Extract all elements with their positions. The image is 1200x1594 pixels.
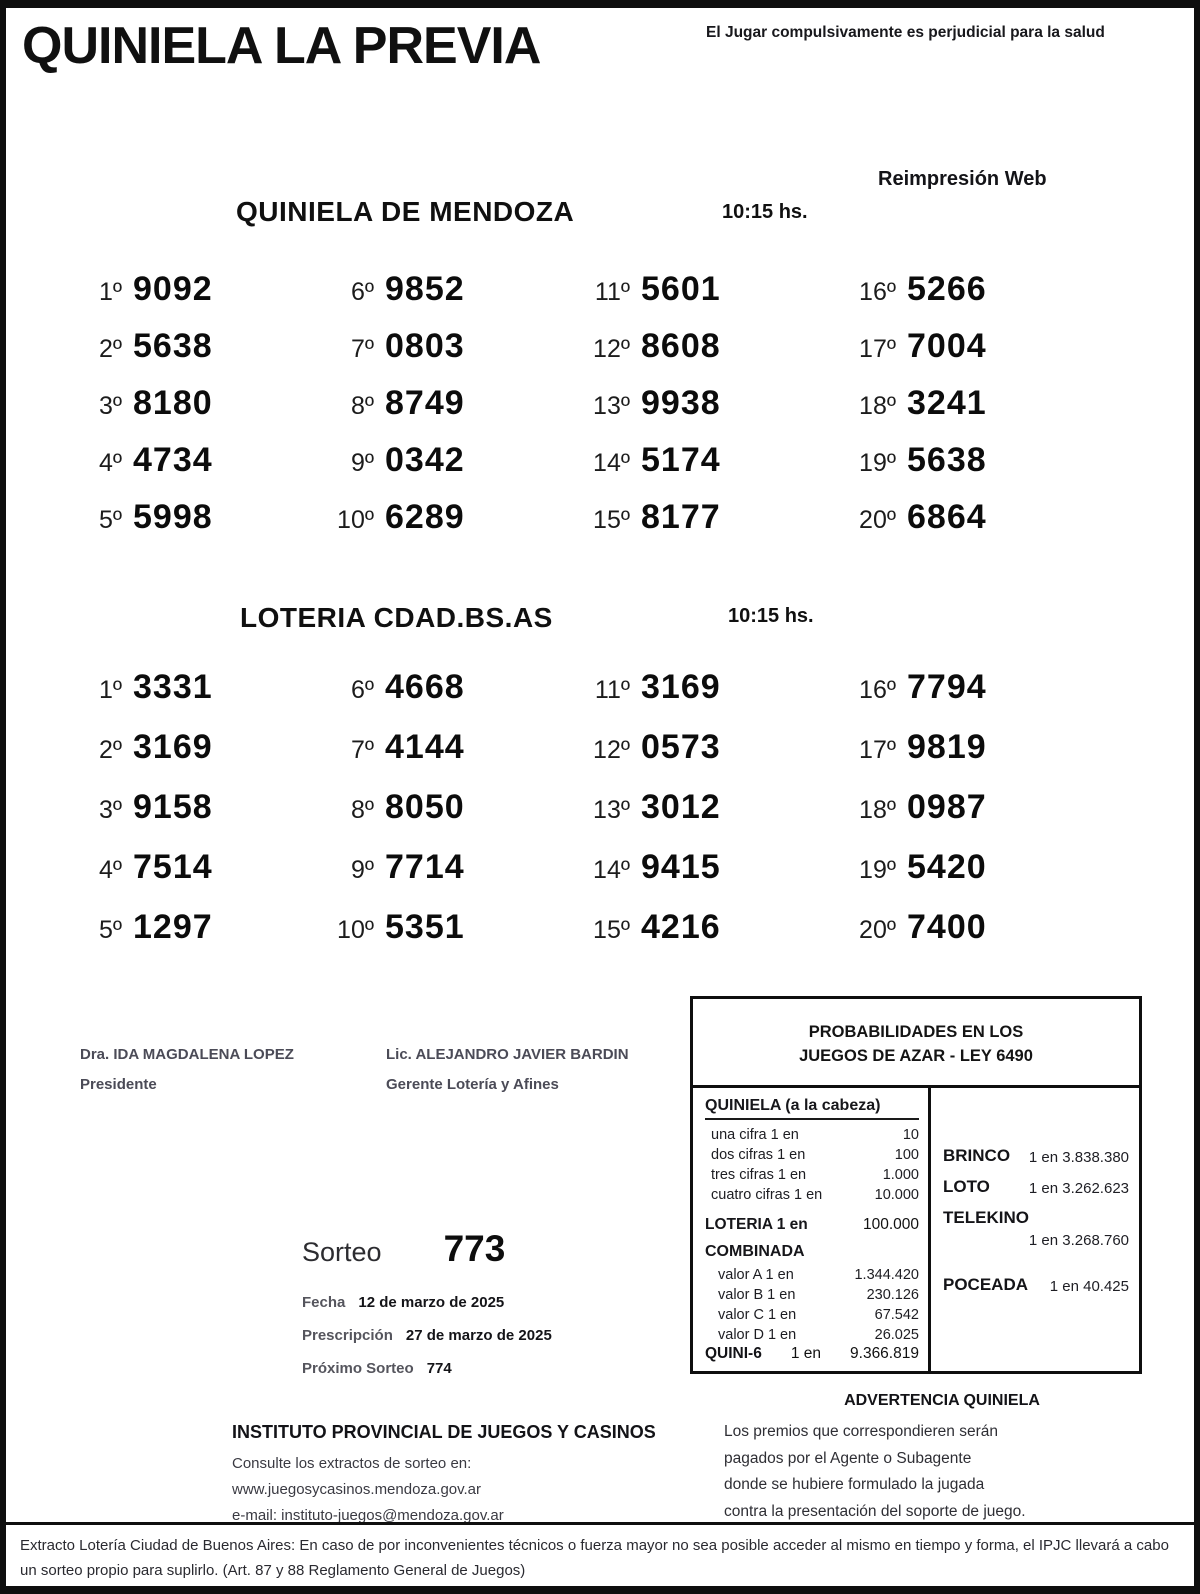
sorteo-label: Sorteo — [302, 1237, 382, 1267]
result-cell — [838, 270, 1156, 327]
game-probability-value: 1 en 3.838.380 — [1028, 1149, 1129, 1166]
probability-row — [705, 1265, 919, 1285]
result-number: 5351 — [385, 908, 465, 946]
result-cell — [838, 498, 1156, 555]
result-number: 4668 — [385, 668, 465, 706]
result-position: 15º — [593, 506, 630, 534]
probability-label: una cifra 1 en — [711, 1127, 799, 1143]
result-cell — [572, 384, 838, 441]
result-number: 8180 — [133, 384, 213, 422]
result-number: 7794 — [907, 668, 987, 706]
loteria-row — [705, 1214, 919, 1236]
game-probability-value: 1 en 40.425 — [1049, 1278, 1129, 1295]
result-number: 7714 — [385, 848, 465, 886]
advertencia-line: Los premios que correspondieren serán — [724, 1423, 998, 1440]
result-cell — [838, 668, 1156, 728]
result-cell — [64, 441, 316, 498]
result-position: 17º — [859, 335, 896, 363]
result-position: 2º — [98, 736, 122, 764]
game-probability-row — [943, 1146, 1129, 1166]
result-position: 5º — [98, 506, 122, 534]
probabilities-title-line2: JUEGOS DE AZAR - LEY 6490 — [799, 1047, 1033, 1065]
game-name: POCEADA — [943, 1275, 1029, 1294]
result-position: 12º — [593, 736, 630, 764]
game-probability-value: 1 en 3.262.623 — [1028, 1180, 1129, 1197]
result-cell — [316, 788, 572, 848]
result-number: 4734 — [133, 441, 213, 479]
probability-label: valor A 1 en — [718, 1267, 794, 1283]
game-name: BRINCO — [943, 1146, 1011, 1165]
result-position: 6º — [350, 278, 374, 306]
result-position: 5º — [98, 916, 122, 944]
result-position: 11º — [594, 278, 630, 306]
result-position: 6º — [350, 676, 374, 704]
result-position: 7º — [350, 335, 374, 363]
quini6-mid: 1 en — [790, 1345, 822, 1362]
probabilities-body — [693, 1088, 1139, 1371]
probability-row — [705, 1325, 919, 1345]
result-number: 1297 — [133, 908, 213, 946]
probabilities-title — [693, 999, 1139, 1088]
result-cell — [64, 908, 316, 968]
probability-value: 100 — [894, 1147, 919, 1163]
result-position: 7º — [350, 736, 374, 764]
fecha-label: Fecha — [302, 1294, 346, 1311]
result-cell — [572, 270, 838, 327]
result-number: 9158 — [133, 788, 213, 826]
result-position: 17º — [859, 736, 896, 764]
result-position: 18º — [859, 392, 896, 420]
result-number: 4216 — [641, 908, 721, 946]
result-cell — [572, 908, 838, 968]
result-number: 9852 — [385, 270, 465, 308]
result-cell — [838, 384, 1156, 441]
result-position: 4º — [98, 856, 122, 884]
result-number: 7400 — [907, 908, 987, 946]
result-number: 5174 — [641, 441, 721, 479]
result-number: 5420 — [907, 848, 987, 886]
result-number: 7514 — [133, 848, 213, 886]
draw-info-block — [302, 1228, 642, 1385]
probability-value: 1.000 — [882, 1167, 919, 1183]
result-cell — [316, 441, 572, 498]
draw-time-mendoza: 10:15 hs. — [722, 201, 808, 223]
probability-value: 26.025 — [874, 1327, 919, 1343]
institute-info-line: e-mail: instituto-juegos@mendoza.gov.ar — [232, 1507, 504, 1524]
result-number: 8608 — [641, 327, 721, 365]
quiniela-heading: QUINIELA (a la cabeza) — [705, 1097, 919, 1120]
result-cell — [64, 498, 316, 555]
result-number: 0987 — [907, 788, 987, 826]
result-cell — [838, 441, 1156, 498]
probability-value: 10.000 — [874, 1187, 919, 1203]
result-position: 8º — [350, 392, 374, 420]
result-cell — [316, 728, 572, 788]
game-name: TELEKINO — [943, 1208, 1029, 1227]
result-number: 9092 — [133, 270, 213, 308]
result-position: 15º — [593, 916, 630, 944]
result-position: 10º — [337, 506, 374, 534]
probability-value: 230.126 — [866, 1287, 919, 1303]
result-cell — [838, 908, 1156, 968]
web-reprint-label: Reimpresión Web — [878, 168, 1047, 190]
result-cell — [64, 384, 316, 441]
page-title: QUINIELA LA PREVIA — [22, 17, 541, 75]
draw-detail-rows — [302, 1286, 642, 1385]
result-number: 6289 — [385, 498, 465, 536]
result-cell — [572, 848, 838, 908]
advertencia-line: pagados por el Agente o Subagente — [724, 1449, 972, 1467]
advertencia-line: contra la presentación del soporte de juego. — [724, 1502, 1026, 1520]
result-cell — [838, 728, 1156, 788]
result-cell — [838, 848, 1156, 908]
result-number: 3012 — [641, 788, 721, 826]
probability-label: tres cifras 1 en — [711, 1167, 807, 1183]
result-number: 9415 — [641, 848, 721, 886]
footer-text: Extracto Lotería Ciudad de Buenos Aires: En caso de por inconvenientes técnicos o fuerza mayor no sea posible acceder al mismo en tiempo y forma, el IPJC llevará a cabo un sorteo propio para suplirlo. (Art. 87 y 88 Reglamento General de Juegos) — [20, 1537, 1169, 1579]
probabilities-box — [690, 996, 1142, 1374]
result-number: 5638 — [133, 327, 213, 365]
probability-label: dos cifras 1 en — [711, 1147, 806, 1163]
result-cell — [572, 498, 838, 555]
signature-name: Dra. IDA MAGDALENA LOPEZ — [80, 1046, 294, 1063]
result-position: 16º — [859, 676, 896, 704]
result-position: 3º — [98, 392, 122, 420]
probability-row — [705, 1125, 919, 1145]
proximo-sorteo-label: Próximo Sorteo — [302, 1360, 414, 1377]
result-position: 16º — [859, 278, 896, 306]
signature-name: Lic. ALEJANDRO JAVIER BARDIN — [386, 1046, 629, 1063]
result-number: 8749 — [385, 384, 465, 422]
signature-president — [80, 1046, 294, 1093]
result-position: 19º — [859, 856, 896, 884]
result-cell — [572, 441, 838, 498]
probability-label: valor D 1 en — [718, 1327, 797, 1343]
result-cell — [316, 498, 572, 555]
probability-label: cuatro cifras 1 en — [711, 1187, 823, 1203]
result-number: 8050 — [385, 788, 465, 826]
result-position: 8º — [350, 796, 374, 824]
probability-row — [705, 1145, 919, 1165]
result-number: 5266 — [907, 270, 987, 308]
result-position: 1º — [98, 676, 122, 704]
section-title-mendoza: QUINIELA DE MENDOZA — [236, 196, 575, 227]
probability-label: valor C 1 en — [718, 1307, 797, 1323]
advertencia-title: ADVERTENCIA QUINIELA — [844, 1392, 1040, 1409]
result-number: 9938 — [641, 384, 721, 422]
result-number: 5998 — [133, 498, 213, 536]
probability-row — [705, 1305, 919, 1325]
result-number: 5638 — [907, 441, 987, 479]
prescripcion-label: Prescripción — [302, 1327, 393, 1344]
proximo-sorteo-row — [302, 1352, 642, 1385]
result-position: 3º — [98, 796, 122, 824]
results-grid-mendoza — [64, 270, 1156, 555]
probability-label: valor B 1 en — [718, 1287, 796, 1303]
result-position: 2º — [98, 335, 122, 363]
sorteo-line — [302, 1228, 642, 1270]
game-probability-row — [943, 1275, 1129, 1295]
sorteo-number: 773 — [443, 1228, 506, 1269]
signature-manager — [386, 1046, 629, 1093]
fecha-value: 12 de marzo de 2025 — [358, 1294, 505, 1311]
advertencia-line: donde se hubiere formulado la jugada — [724, 1476, 985, 1493]
result-cell — [572, 788, 838, 848]
result-cell — [64, 668, 316, 728]
result-cell — [316, 327, 572, 384]
result-cell — [838, 327, 1156, 384]
result-number: 0803 — [385, 327, 465, 365]
result-cell — [64, 788, 316, 848]
result-number: 3169 — [133, 728, 213, 766]
probability-value: 1.344.420 — [854, 1267, 919, 1283]
result-cell — [572, 728, 838, 788]
advertencia-block — [724, 1392, 1160, 1525]
result-number: 8177 — [641, 498, 721, 536]
result-position: 20º — [859, 916, 896, 944]
probability-row — [705, 1185, 919, 1205]
result-position: 14º — [593, 449, 630, 477]
result-number: 3331 — [133, 668, 213, 706]
quini6-label: QUINI-6 — [705, 1345, 762, 1362]
result-cell — [64, 270, 316, 327]
footer-note — [6, 1522, 1194, 1583]
result-number: 9819 — [907, 728, 987, 766]
institute-info-line: www.juegosycasinos.mendoza.gov.ar — [232, 1481, 482, 1498]
probability-row — [705, 1165, 919, 1185]
institute-info-line: Consulte los extractos de sorteo en: — [232, 1455, 472, 1472]
result-position: 11º — [594, 676, 630, 704]
health-warning-text: El Jugar compulsivamente es perjudicial para la salud — [706, 24, 1105, 41]
probability-value: 10 — [902, 1127, 919, 1143]
result-number: 5601 — [641, 270, 721, 308]
result-position: 20º — [859, 506, 896, 534]
result-position: 9º — [350, 449, 374, 477]
game-probability-row — [943, 1208, 1129, 1249]
institute-block — [232, 1422, 712, 1529]
result-cell — [572, 668, 838, 728]
fecha-row — [302, 1286, 642, 1319]
result-cell — [64, 848, 316, 908]
proximo-sorteo-value: 774 — [426, 1360, 452, 1377]
result-number: 3169 — [641, 668, 721, 706]
game-probability-row — [943, 1177, 1129, 1197]
result-position: 9º — [350, 856, 374, 884]
game-probability-value: 1 en 3.268.760 — [1028, 1232, 1129, 1249]
result-position: 13º — [593, 392, 630, 420]
probability-value: 67.542 — [874, 1307, 919, 1323]
combinada-heading: COMBINADA — [705, 1243, 805, 1260]
probabilities-title-line1: PROBABILIDADES EN LOS — [808, 1023, 1024, 1041]
result-number: 3241 — [907, 384, 987, 422]
prescripcion-row — [302, 1319, 642, 1352]
section-title-bsas: LOTERIA CDAD.BS.AS — [240, 602, 553, 633]
signature-role: Presidente — [80, 1076, 157, 1093]
result-number: 0573 — [641, 728, 721, 766]
probabilities-left-column — [693, 1088, 931, 1371]
result-position: 12º — [593, 335, 630, 363]
results-grid-bsas — [64, 668, 1156, 968]
result-cell — [572, 327, 838, 384]
probability-row — [705, 1285, 919, 1305]
result-cell — [316, 908, 572, 968]
quini6-value: 9.366.819 — [850, 1345, 919, 1362]
prescripcion-value: 27 de marzo de 2025 — [405, 1327, 552, 1344]
draw-time-bsas: 10:15 hs. — [728, 605, 814, 627]
result-number: 0342 — [385, 441, 465, 479]
signature-role: Gerente Lotería y Afines — [386, 1076, 559, 1093]
result-cell — [64, 728, 316, 788]
result-position: 14º — [593, 856, 630, 884]
probabilities-right-column — [931, 1088, 1139, 1371]
game-name: LOTO — [943, 1177, 990, 1196]
result-cell — [316, 270, 572, 327]
result-number: 7004 — [907, 327, 987, 365]
quini6-row — [705, 1345, 919, 1363]
institute-name: INSTITUTO PROVINCIAL DE JUEGOS Y CASINOS — [232, 1422, 656, 1442]
result-position: 18º — [859, 796, 896, 824]
result-position: 4º — [98, 449, 122, 477]
result-position: 13º — [593, 796, 630, 824]
result-number: 4144 — [385, 728, 465, 766]
result-cell — [316, 848, 572, 908]
result-position: 19º — [859, 449, 896, 477]
loteria-value: 100.000 — [862, 1216, 919, 1233]
result-cell — [316, 384, 572, 441]
loteria-label: LOTERIA 1 en — [705, 1216, 808, 1233]
result-cell — [64, 327, 316, 384]
result-position: 10º — [337, 916, 374, 944]
result-cell — [316, 668, 572, 728]
result-position: 1º — [98, 278, 122, 306]
result-cell — [838, 788, 1156, 848]
result-number: 6864 — [907, 498, 987, 536]
